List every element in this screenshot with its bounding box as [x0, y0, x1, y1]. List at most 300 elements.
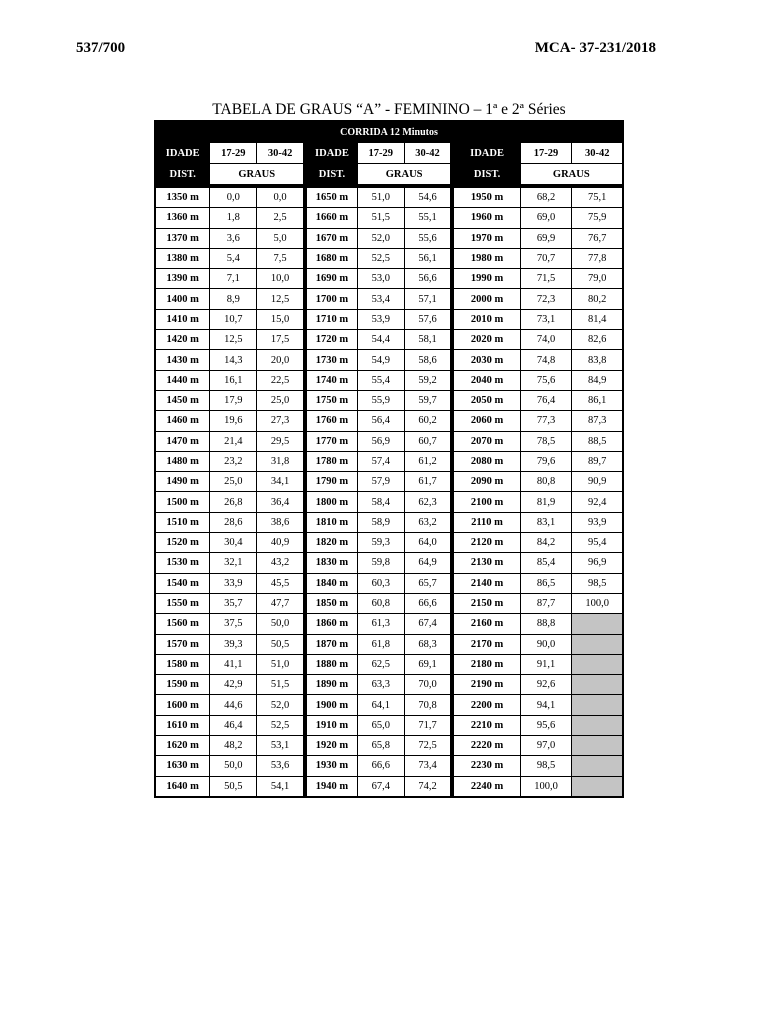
grade-17-29-cell: 98,5 [520, 756, 572, 776]
table-row [155, 654, 623, 674]
grade-30-42-cell: 12,5 [257, 289, 304, 309]
distance-cell: 1930 m [307, 756, 358, 776]
grade-30-42-cell: 45,5 [257, 573, 304, 593]
table-row [155, 675, 623, 695]
empty-grade-cell [572, 634, 623, 654]
table-row [155, 431, 623, 451]
grade-30-42-cell: 82,6 [572, 330, 623, 350]
distance-cell: 1830 m [307, 553, 358, 573]
grade-17-29-cell: 75,6 [520, 370, 572, 390]
grade-17-29-cell: 61,3 [357, 614, 404, 634]
empty-grade-cell [572, 715, 623, 735]
grade-17-29-cell: 83,1 [520, 512, 572, 532]
distance-cell: 2230 m [454, 756, 520, 776]
distance-cell: 1440 m [155, 370, 210, 390]
table-row [155, 695, 623, 715]
grade-30-42-cell: 52,5 [257, 715, 304, 735]
grade-17-29-cell: 68,2 [520, 188, 572, 208]
grade-30-42-cell: 17,5 [257, 330, 304, 350]
distance-cell: 1360 m [155, 208, 210, 228]
grade-17-29-cell: 50,5 [210, 776, 257, 797]
graus-header: GRAUS [357, 164, 451, 185]
grade-30-42-cell: 61,2 [404, 451, 451, 471]
table-row [155, 533, 623, 553]
grade-30-42-cell: 84,9 [572, 370, 623, 390]
grade-17-29-cell: 52,5 [357, 248, 404, 268]
distance-cell: 1770 m [307, 431, 358, 451]
distance-cell: 1400 m [155, 289, 210, 309]
grade-30-42-cell: 15,0 [257, 309, 304, 329]
grade-17-29-cell: 51,0 [357, 188, 404, 208]
distance-cell: 1410 m [155, 309, 210, 329]
grade-30-42-cell: 58,1 [404, 330, 451, 350]
grade-30-42-cell: 88,5 [572, 431, 623, 451]
distance-cell: 1960 m [454, 208, 520, 228]
table-row [155, 573, 623, 593]
grade-17-29-cell: 76,4 [520, 390, 572, 410]
grade-30-42-cell: 60,7 [404, 431, 451, 451]
grade-17-29-cell: 53,4 [357, 289, 404, 309]
distance-cell: 1950 m [454, 188, 520, 208]
grade-30-42-cell: 40,9 [257, 533, 304, 553]
empty-grade-cell [572, 776, 623, 797]
distance-cell: 2180 m [454, 654, 520, 674]
grade-30-42-cell: 52,0 [257, 695, 304, 715]
distance-cell: 2010 m [454, 309, 520, 329]
age-group-header: 17-29 [357, 143, 404, 164]
grade-30-42-cell: 98,5 [572, 573, 623, 593]
distance-cell: 1590 m [155, 675, 210, 695]
grade-17-29-cell: 66,6 [357, 756, 404, 776]
grade-17-29-cell: 10,7 [210, 309, 257, 329]
grade-17-29-cell: 64,1 [357, 695, 404, 715]
grade-30-42-cell: 76,7 [572, 228, 623, 248]
grade-17-29-cell: 78,5 [520, 431, 572, 451]
grade-30-42-cell: 7,5 [257, 248, 304, 268]
grade-30-42-cell: 22,5 [257, 370, 304, 390]
grade-30-42-cell: 96,9 [572, 553, 623, 573]
distance-cell: 1490 m [155, 472, 210, 492]
distance-cell: 2020 m [454, 330, 520, 350]
grade-table [154, 120, 624, 798]
grade-17-29-cell: 54,9 [357, 350, 404, 370]
grade-17-29-cell: 94,1 [520, 695, 572, 715]
distance-cell: 1860 m [307, 614, 358, 634]
table-row [155, 208, 623, 228]
distance-cell: 1370 m [155, 228, 210, 248]
page-number: 537/700 [76, 40, 126, 56]
grade-30-42-cell: 51,0 [257, 654, 304, 674]
distance-cell: 2040 m [454, 370, 520, 390]
empty-grade-cell [572, 756, 623, 776]
grade-30-42-cell: 59,7 [404, 390, 451, 410]
graus-header: GRAUS [210, 164, 304, 185]
grade-17-29-cell: 55,9 [357, 390, 404, 410]
grade-17-29-cell: 17,9 [210, 390, 257, 410]
grade-30-42-cell: 29,5 [257, 431, 304, 451]
distance-cell: 2120 m [454, 533, 520, 553]
grade-30-42-cell: 50,0 [257, 614, 304, 634]
grade-30-42-cell: 54,1 [257, 776, 304, 797]
distance-cell: 1920 m [307, 736, 358, 756]
grade-17-29-cell: 97,0 [520, 736, 572, 756]
grade-17-29-cell: 53,0 [357, 269, 404, 289]
table-row [155, 715, 623, 735]
table-row [155, 309, 623, 329]
grade-30-42-cell: 0,0 [257, 188, 304, 208]
grade-17-29-cell: 0,0 [210, 188, 257, 208]
grade-17-29-cell: 28,6 [210, 512, 257, 532]
table-row [155, 736, 623, 756]
table-row [155, 269, 623, 289]
grade-17-29-cell: 100,0 [520, 776, 572, 797]
grade-30-42-cell: 73,4 [404, 756, 451, 776]
grade-17-29-cell: 69,0 [520, 208, 572, 228]
grade-17-29-cell: 74,0 [520, 330, 572, 350]
grade-30-42-cell: 67,4 [404, 614, 451, 634]
table-row [155, 228, 623, 248]
grade-30-42-cell: 38,6 [257, 512, 304, 532]
age-group-header: 17-29 [210, 143, 257, 164]
grade-30-42-cell: 36,4 [257, 492, 304, 512]
distance-cell: 1720 m [307, 330, 358, 350]
grade-17-29-cell: 70,7 [520, 248, 572, 268]
table-row [155, 411, 623, 431]
distance-cell: 2220 m [454, 736, 520, 756]
grade-30-42-cell: 93,9 [572, 512, 623, 532]
grade-30-42-cell: 70,0 [404, 675, 451, 695]
grade-17-29-cell: 90,0 [520, 634, 572, 654]
distance-cell: 1470 m [155, 431, 210, 451]
distance-cell: 2060 m [454, 411, 520, 431]
grade-17-29-cell: 12,5 [210, 330, 257, 350]
distance-cell: 2190 m [454, 675, 520, 695]
distance-cell: 1710 m [307, 309, 358, 329]
grade-30-42-cell: 55,1 [404, 208, 451, 228]
grade-30-42-cell: 72,5 [404, 736, 451, 756]
distance-cell: 1600 m [155, 695, 210, 715]
distance-cell: 2150 m [454, 593, 520, 613]
grade-17-29-cell: 53,9 [357, 309, 404, 329]
distance-cell: 1560 m [155, 614, 210, 634]
grade-30-42-cell: 75,9 [572, 208, 623, 228]
grade-30-42-cell: 87,3 [572, 411, 623, 431]
distance-cell: 2090 m [454, 472, 520, 492]
grade-17-29-cell: 56,9 [357, 431, 404, 451]
distance-cell: 1910 m [307, 715, 358, 735]
grade-30-42-cell: 55,6 [404, 228, 451, 248]
grade-17-29-cell: 63,3 [357, 675, 404, 695]
empty-grade-cell [572, 675, 623, 695]
distance-cell: 2050 m [454, 390, 520, 410]
grade-17-29-cell: 57,4 [357, 451, 404, 471]
table-row [155, 756, 623, 776]
dist-header: DIST. [307, 164, 358, 185]
grade-17-29-cell: 1,8 [210, 208, 257, 228]
table-row [155, 330, 623, 350]
grade-17-29-cell: 25,0 [210, 472, 257, 492]
grade-30-42-cell: 90,9 [572, 472, 623, 492]
grade-17-29-cell: 59,3 [357, 533, 404, 553]
grade-17-29-cell: 62,5 [357, 654, 404, 674]
grade-30-42-cell: 31,8 [257, 451, 304, 471]
idade-header: IDADE [307, 143, 358, 164]
grade-17-29-cell: 67,4 [357, 776, 404, 797]
grade-30-42-cell: 86,1 [572, 390, 623, 410]
age-group-header: 30-42 [572, 143, 623, 164]
document-code: MCA- 37-231/2018 [534, 40, 656, 56]
grade-30-42-cell: 51,5 [257, 675, 304, 695]
grade-30-42-cell: 61,7 [404, 472, 451, 492]
distance-cell: 1900 m [307, 695, 358, 715]
distance-cell: 1450 m [155, 390, 210, 410]
distance-cell: 1460 m [155, 411, 210, 431]
grade-17-29-cell: 95,6 [520, 715, 572, 735]
distance-cell: 1780 m [307, 451, 358, 471]
distance-cell: 1800 m [307, 492, 358, 512]
grade-30-42-cell: 57,6 [404, 309, 451, 329]
grade-30-42-cell: 89,7 [572, 451, 623, 471]
grade-17-29-cell: 59,8 [357, 553, 404, 573]
empty-grade-cell [572, 736, 623, 756]
grade-30-42-cell: 20,0 [257, 350, 304, 370]
table-row [155, 472, 623, 492]
grade-17-29-cell: 87,7 [520, 593, 572, 613]
grade-17-29-cell: 30,4 [210, 533, 257, 553]
distance-cell: 1350 m [155, 188, 210, 208]
grade-30-42-cell: 70,8 [404, 695, 451, 715]
grade-17-29-cell: 58,4 [357, 492, 404, 512]
grade-30-42-cell: 43,2 [257, 553, 304, 573]
distance-cell: 1540 m [155, 573, 210, 593]
distance-cell: 2170 m [454, 634, 520, 654]
distance-cell: 1750 m [307, 390, 358, 410]
distance-cell: 2080 m [454, 451, 520, 471]
grade-17-29-cell: 7,1 [210, 269, 257, 289]
table-row [155, 553, 623, 573]
grade-30-42-cell: 64,9 [404, 553, 451, 573]
grade-17-29-cell: 86,5 [520, 573, 572, 593]
distance-cell: 1840 m [307, 573, 358, 593]
distance-cell: 1810 m [307, 512, 358, 532]
grade-17-29-cell: 33,9 [210, 573, 257, 593]
grade-17-29-cell: 42,9 [210, 675, 257, 695]
distance-cell: 1480 m [155, 451, 210, 471]
distance-cell: 2030 m [454, 350, 520, 370]
distance-cell: 1630 m [155, 756, 210, 776]
grade-30-42-cell: 27,3 [257, 411, 304, 431]
dist-header: DIST. [155, 164, 210, 185]
age-header-row [155, 143, 623, 164]
table-row [155, 492, 623, 512]
grade-17-29-cell: 55,4 [357, 370, 404, 390]
grade-30-42-cell: 92,4 [572, 492, 623, 512]
grade-30-42-cell: 5,0 [257, 228, 304, 248]
distance-cell: 1990 m [454, 269, 520, 289]
grade-30-42-cell: 74,2 [404, 776, 451, 797]
distance-cell: 1550 m [155, 593, 210, 613]
grade-17-29-cell: 56,4 [357, 411, 404, 431]
grade-30-42-cell: 57,1 [404, 289, 451, 309]
age-group-header: 30-42 [404, 143, 451, 164]
grade-17-29-cell: 91,1 [520, 654, 572, 674]
distance-cell: 1390 m [155, 269, 210, 289]
grade-30-42-cell: 81,4 [572, 309, 623, 329]
table-row [155, 593, 623, 613]
distance-cell: 1740 m [307, 370, 358, 390]
age-group-header: 30-42 [257, 143, 304, 164]
grade-30-42-cell: 62,3 [404, 492, 451, 512]
grade-30-42-cell: 69,1 [404, 654, 451, 674]
distance-cell: 2000 m [454, 289, 520, 309]
table-row [155, 248, 623, 268]
grade-30-42-cell: 2,5 [257, 208, 304, 228]
grade-30-42-cell: 68,3 [404, 634, 451, 654]
table-row [155, 390, 623, 410]
table-row [155, 614, 623, 634]
distance-cell: 2160 m [454, 614, 520, 634]
grade-17-29-cell: 74,8 [520, 350, 572, 370]
distance-cell: 1890 m [307, 675, 358, 695]
dist-header: DIST. [454, 164, 520, 185]
grade-30-42-cell: 100,0 [572, 593, 623, 613]
grade-17-29-cell: 84,2 [520, 533, 572, 553]
distance-cell: 1790 m [307, 472, 358, 492]
grade-30-42-cell: 79,0 [572, 269, 623, 289]
grade-17-29-cell: 58,9 [357, 512, 404, 532]
grade-17-29-cell: 65,0 [357, 715, 404, 735]
age-group-header: 17-29 [520, 143, 572, 164]
grade-30-42-cell: 65,7 [404, 573, 451, 593]
grade-17-29-cell: 37,5 [210, 614, 257, 634]
table-row [155, 370, 623, 390]
grade-17-29-cell: 69,9 [520, 228, 572, 248]
grade-30-42-cell: 63,2 [404, 512, 451, 532]
caption-row [155, 121, 623, 143]
grade-30-42-cell: 47,7 [257, 593, 304, 613]
distance-cell: 1530 m [155, 553, 210, 573]
grade-17-29-cell: 77,3 [520, 411, 572, 431]
grade-17-29-cell: 48,2 [210, 736, 257, 756]
grade-30-42-cell: 83,8 [572, 350, 623, 370]
table-row [155, 512, 623, 532]
grade-17-29-cell: 5,4 [210, 248, 257, 268]
grade-17-29-cell: 16,1 [210, 370, 257, 390]
distance-cell: 2070 m [454, 431, 520, 451]
distance-cell: 1380 m [155, 248, 210, 268]
distance-cell: 1820 m [307, 533, 358, 553]
grade-17-29-cell: 73,1 [520, 309, 572, 329]
table-row [155, 188, 623, 208]
dist-header-row [155, 164, 623, 185]
distance-cell: 1430 m [155, 350, 210, 370]
grade-30-42-cell: 60,2 [404, 411, 451, 431]
grade-17-29-cell: 14,3 [210, 350, 257, 370]
distance-cell: 1520 m [155, 533, 210, 553]
grade-30-42-cell: 59,2 [404, 370, 451, 390]
grade-17-29-cell: 26,8 [210, 492, 257, 512]
distance-cell: 2130 m [454, 553, 520, 573]
grade-30-42-cell: 66,6 [404, 593, 451, 613]
distance-cell: 1610 m [155, 715, 210, 735]
distance-cell: 1730 m [307, 350, 358, 370]
graus-header: GRAUS [520, 164, 623, 185]
grade-17-29-cell: 50,0 [210, 756, 257, 776]
table-title: TABELA DE GRAUS “A” - FEMININO – 1ª e 2ª Séries [212, 101, 566, 118]
empty-grade-cell [572, 614, 623, 634]
idade-header: IDADE [454, 143, 520, 164]
empty-grade-cell [572, 695, 623, 715]
grade-17-29-cell: 88,8 [520, 614, 572, 634]
grade-17-29-cell: 8,9 [210, 289, 257, 309]
grade-17-29-cell: 46,4 [210, 715, 257, 735]
grade-17-29-cell: 65,8 [357, 736, 404, 756]
grade-17-29-cell: 32,1 [210, 553, 257, 573]
grade-30-42-cell: 58,6 [404, 350, 451, 370]
distance-cell: 1580 m [155, 654, 210, 674]
grade-17-29-cell: 72,3 [520, 289, 572, 309]
grade-17-29-cell: 71,5 [520, 269, 572, 289]
grade-17-29-cell: 52,0 [357, 228, 404, 248]
grade-30-42-cell: 64,0 [404, 533, 451, 553]
distance-cell: 2240 m [454, 776, 520, 797]
distance-cell: 1980 m [454, 248, 520, 268]
grade-30-42-cell: 95,4 [572, 533, 623, 553]
grade-17-29-cell: 60,8 [357, 593, 404, 613]
grade-30-42-cell: 10,0 [257, 269, 304, 289]
grade-30-42-cell: 80,2 [572, 289, 623, 309]
distance-cell: 1700 m [307, 289, 358, 309]
table-row [155, 451, 623, 471]
grade-30-42-cell: 71,7 [404, 715, 451, 735]
table-caption: CORRIDA 12 Minutos [155, 121, 623, 143]
grade-17-29-cell: 61,8 [357, 634, 404, 654]
grade-30-42-cell: 50,5 [257, 634, 304, 654]
distance-cell: 1420 m [155, 330, 210, 350]
distance-cell: 1680 m [307, 248, 358, 268]
distance-cell: 1690 m [307, 269, 358, 289]
idade-header: IDADE [155, 143, 210, 164]
distance-cell: 1880 m [307, 654, 358, 674]
grade-30-42-cell: 56,1 [404, 248, 451, 268]
grade-17-29-cell: 54,4 [357, 330, 404, 350]
distance-cell: 1870 m [307, 634, 358, 654]
distance-cell: 1970 m [454, 228, 520, 248]
grade-17-29-cell: 51,5 [357, 208, 404, 228]
distance-cell: 1620 m [155, 736, 210, 756]
distance-cell: 1640 m [155, 776, 210, 797]
distance-cell: 2200 m [454, 695, 520, 715]
distance-cell: 1650 m [307, 188, 358, 208]
grade-30-42-cell: 53,1 [257, 736, 304, 756]
table-row [155, 289, 623, 309]
grade-17-29-cell: 57,9 [357, 472, 404, 492]
distance-cell: 2210 m [454, 715, 520, 735]
grade-17-29-cell: 23,2 [210, 451, 257, 471]
grade-30-42-cell: 56,6 [404, 269, 451, 289]
distance-cell: 1570 m [155, 634, 210, 654]
empty-grade-cell [572, 654, 623, 674]
grade-30-42-cell: 54,6 [404, 188, 451, 208]
grade-30-42-cell: 75,1 [572, 188, 623, 208]
grade-17-29-cell: 60,3 [357, 573, 404, 593]
distance-cell: 1660 m [307, 208, 358, 228]
grade-17-29-cell: 3,6 [210, 228, 257, 248]
grade-17-29-cell: 19,6 [210, 411, 257, 431]
distance-cell: 1510 m [155, 512, 210, 532]
distance-cell: 2110 m [454, 512, 520, 532]
distance-cell: 2140 m [454, 573, 520, 593]
